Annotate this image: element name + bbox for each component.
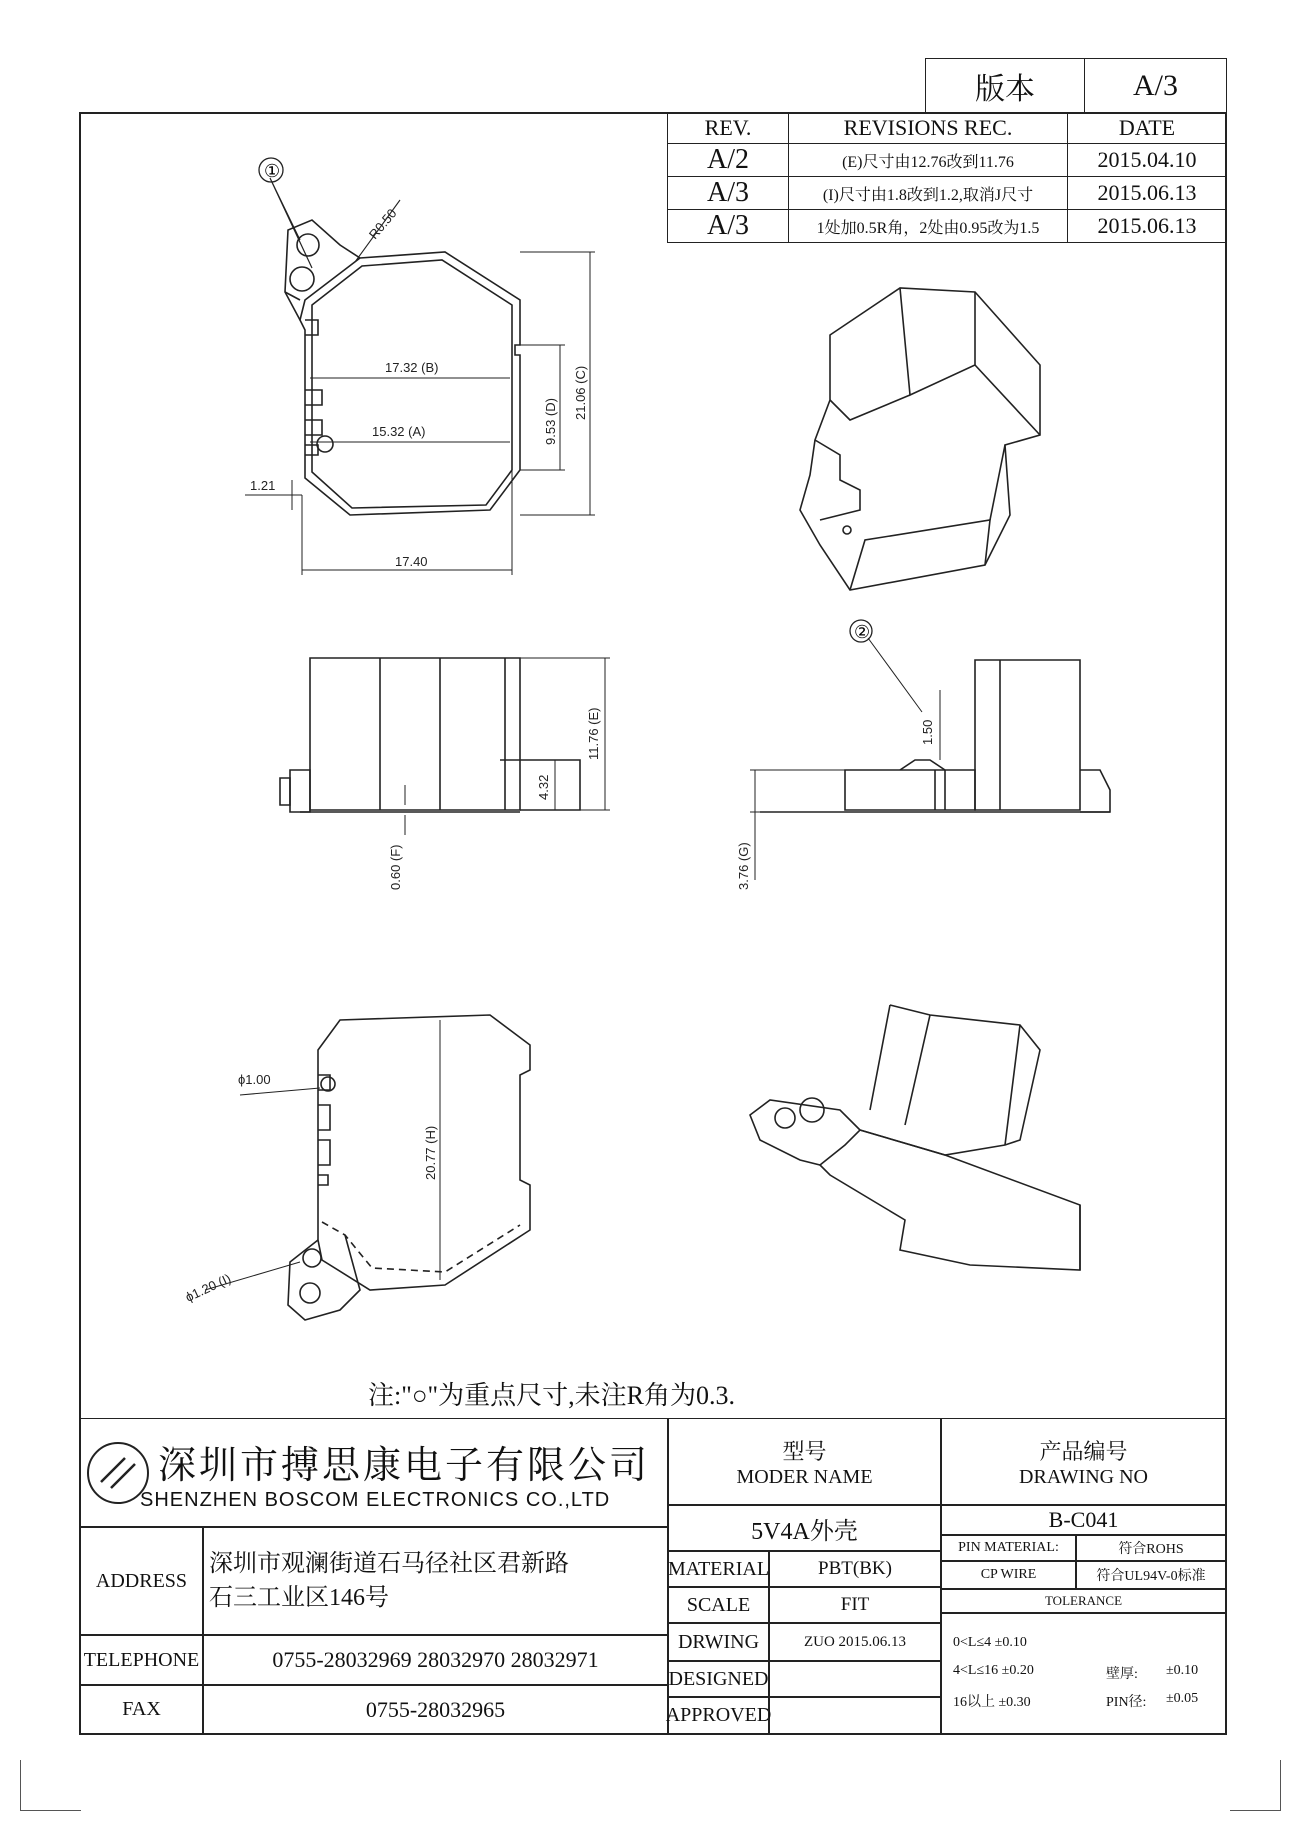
- tolerance-row-2: 4<L≤16 ±0.20: [953, 1663, 1034, 1678]
- dim-1740: 17.40: [395, 554, 428, 569]
- telephone-label: TELEPHONE: [79, 1634, 204, 1686]
- address-label: ADDRESS: [79, 1526, 204, 1636]
- drawing-label-cell: [940, 1418, 1227, 1506]
- date-cell: 2015.04.10: [1068, 144, 1227, 177]
- dim-g: 3.76 (G): [736, 842, 751, 890]
- approved-value: [768, 1696, 942, 1735]
- version-label: 版本: [926, 59, 1085, 114]
- dim-121: 1.21: [250, 478, 276, 493]
- company-name-en: SHENZHEN BOSCOM ELECTRONICS CO.,LTD: [140, 1489, 611, 1511]
- dim-b: 17.32 (B): [385, 360, 439, 375]
- date-header: DATE: [1068, 113, 1227, 144]
- drawing-value: B-C041: [940, 1504, 1227, 1536]
- approved-label: APPROVED: [667, 1696, 770, 1735]
- tolerance-row-3: 16以上 ±0.30: [953, 1695, 1031, 1710]
- pin-material-value: 符合ROHS: [1075, 1534, 1227, 1562]
- dim-r050: R0.50: [365, 205, 400, 242]
- front-view: [280, 658, 610, 835]
- rec-cell: (I)尺寸由1.8改到1.2,取消J尺寸: [789, 177, 1068, 210]
- tolerance-label: TOLERANCE: [940, 1588, 1227, 1614]
- bottom-view-dimensions: [205, 1020, 440, 1290]
- material-value: PBT(BK): [768, 1550, 942, 1588]
- company-logo: [85, 1440, 151, 1506]
- iso-view-1: [800, 288, 1040, 590]
- address-line-1: 深圳市观澜街道石马径社区君新路: [209, 1551, 569, 1577]
- dim-150: 1.50: [920, 719, 935, 745]
- designed-label: DESIGNED: [667, 1660, 770, 1698]
- dim-d: 9.53 (D): [543, 398, 558, 445]
- fax-value: 0755-28032965: [202, 1684, 669, 1735]
- dim-432: 4.32: [536, 774, 551, 800]
- version-value: A/3: [1085, 59, 1227, 114]
- dim-e: 11.76 (E): [586, 707, 601, 760]
- model-label-cn: 型号: [782, 1439, 827, 1464]
- drwing-label: DRWING: [667, 1622, 770, 1662]
- drawing-note: 注:"○"为重点尺寸,未注R角为0.3.: [368, 1381, 735, 1410]
- drawing-label-cn: 产品编号: [1039, 1439, 1128, 1464]
- tolerance-row-1: 0<L≤4 ±0.10: [953, 1635, 1027, 1650]
- bottom-view: [205, 1015, 530, 1320]
- company-name-cn: 深圳市搏思康电子有限公司: [158, 1445, 651, 1487]
- drawing-label-en: DRAWING NO: [1019, 1466, 1148, 1488]
- rec-header: REVISIONS REC.: [789, 113, 1068, 144]
- model-value: 5V4A外壳: [667, 1504, 942, 1552]
- model-label-en: MODER NAME: [736, 1466, 873, 1488]
- wall-label: 壁厚:: [1106, 1667, 1138, 1682]
- crop-mark-br: [1230, 1760, 1281, 1811]
- rev-cell: A/2: [668, 144, 789, 177]
- telephone-value: 0755-28032969 28032970 28032971: [202, 1634, 669, 1686]
- model-label-cell: [667, 1418, 942, 1506]
- rev-header: REV.: [668, 113, 789, 144]
- side-view: [750, 620, 1110, 880]
- callout-2: ②: [854, 622, 871, 642]
- pin-label: PIN径:: [1106, 1695, 1147, 1710]
- cp-wire-value: 符合UL94V-0标准: [1075, 1560, 1227, 1590]
- dim-c: 21.06 (C): [573, 365, 588, 420]
- fax-label: FAX: [79, 1684, 204, 1735]
- cp-wire-label: CP WIRE: [940, 1560, 1077, 1590]
- drwing-value: ZUO 2015.06.13: [768, 1622, 942, 1662]
- date-cell: 2015.06.13: [1068, 177, 1227, 210]
- rev-cell: A/3: [668, 210, 789, 243]
- pin-value: ±0.05: [1166, 1691, 1199, 1706]
- iso-view-2: [750, 1005, 1080, 1270]
- dim-i: ϕ1.20 (I): [182, 1270, 234, 1305]
- designed-value: [768, 1660, 942, 1698]
- address-value: [202, 1526, 669, 1636]
- tolerance-body: [940, 1612, 1227, 1735]
- scale-label: SCALE: [667, 1586, 770, 1624]
- date-cell: 2015.06.13: [1068, 210, 1227, 243]
- dim-f: 0.60 (F): [388, 844, 403, 890]
- company-cell: [79, 1418, 669, 1528]
- scale-value: FIT: [768, 1586, 942, 1624]
- dim-h: 20.77 (H): [423, 1125, 438, 1180]
- wall-value: ±0.10: [1166, 1663, 1199, 1678]
- address-line-2: 石三工业区146号: [209, 1585, 389, 1611]
- dim-a: 15.32 (A): [372, 424, 426, 439]
- rec-cell: 1处加0.5R角，2处由0.95改为1.5: [789, 210, 1068, 243]
- crop-mark-bl: [20, 1760, 81, 1811]
- callout-1: ①: [264, 161, 281, 181]
- title-block: [79, 1418, 1227, 1735]
- pin-material-label: PIN MATERIAL:: [940, 1534, 1077, 1562]
- dim-phi100: ϕ1.00: [238, 1072, 271, 1087]
- material-label: MATERIAL: [667, 1550, 770, 1588]
- rec-cell: (E)尺寸由12.76改到11.76: [789, 144, 1068, 177]
- rev-cell: A/3: [668, 177, 789, 210]
